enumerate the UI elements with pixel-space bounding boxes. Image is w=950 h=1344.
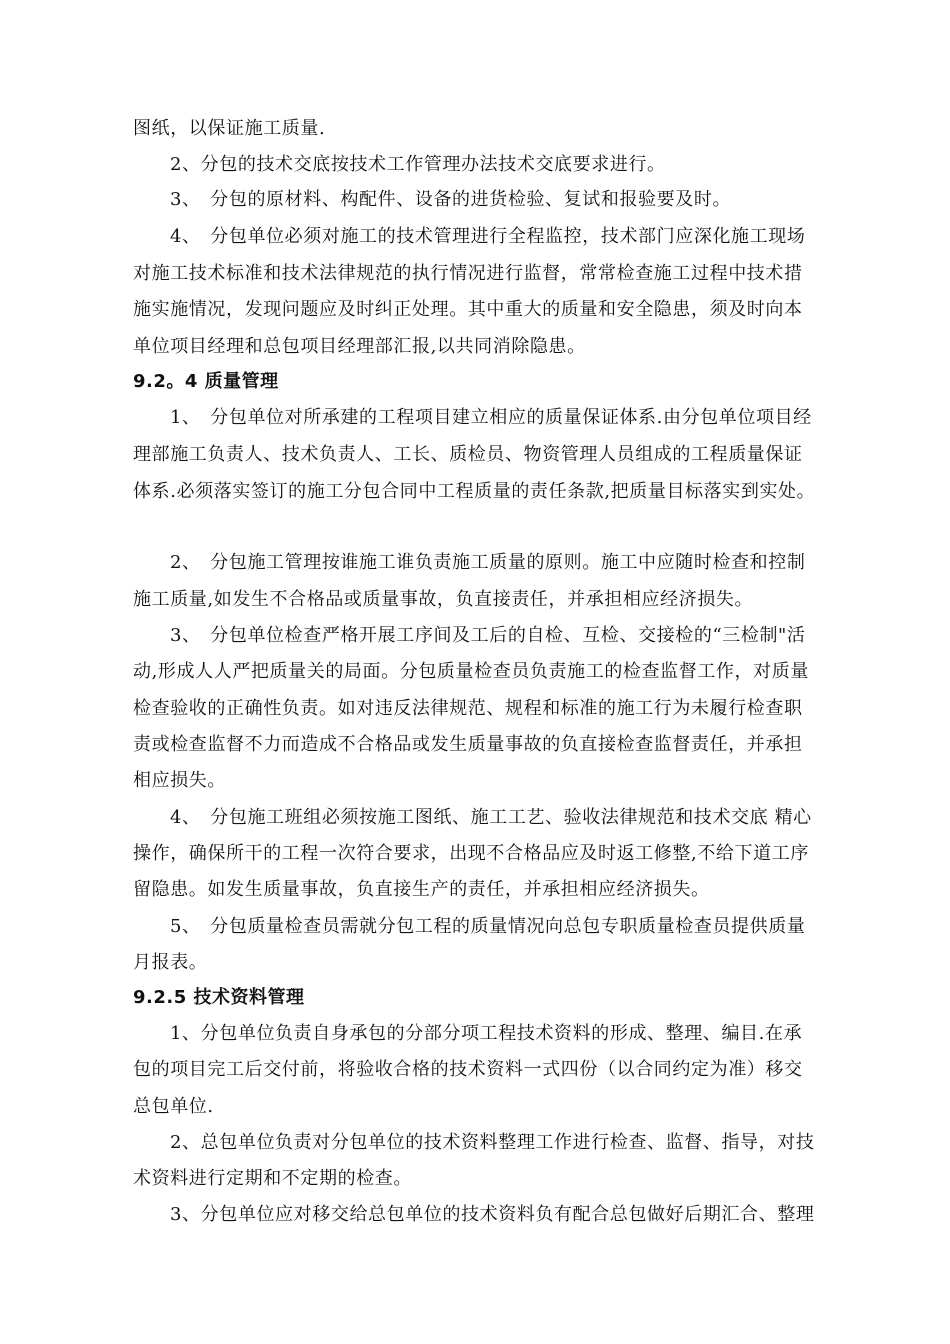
text-line: 3、分包单位应对移交给总包单位的技术资料负有配合总包做好后期汇合、整理 — [170, 1204, 815, 1225]
text-line: 动,形成人人严把质量关的局面。分包质量检查员负责施工的检查监督工作，对质量 — [133, 661, 809, 682]
section-heading-quality: 9.2。4 质量管理 — [133, 371, 279, 392]
text-line: 操作，确保所干的工程一次符合要求，出现不合格品应及时返工修整,不给下道工序 — [133, 843, 809, 864]
text-line: 1、分包单位负责自身承包的分部分项工程技术资料的形成、整理、编目.在承 — [170, 1023, 803, 1044]
text-line: 4、 分包单位必须对施工的技术管理进行全程监控，技术部门应深化施工现场 — [170, 226, 806, 247]
text-line: 包的项目完工后交付前，将验收合格的技术资料一式四份（以合同约定为准）移交 — [133, 1059, 803, 1080]
text-line: 5、 分包质量检查员需就分包工程的质量情况向总包专职质量检查员提供质量 — [170, 916, 806, 937]
text-line: 体系.必须落实签订的施工分包合同中工程质量的责任条款,把质量目标落实到实处。 — [133, 481, 816, 502]
text-line: 2、 分包施工管理按谁施工谁负责施工质量的原则。施工中应随时检查和控制 — [170, 552, 806, 573]
text-line: 留隐患。如发生质量事故，负直接生产的责任，并承担相应经济损失。 — [133, 879, 710, 900]
text-line: 3、 分包单位检查严格开展工序间及工后的自检、互检、交接检的“三检制"活 — [170, 625, 806, 646]
text-line: 1、 分包单位对所承建的工程项目建立相应的质量保证体系.由分包单位项目经 — [170, 407, 812, 428]
text-line: 相应损失。 — [133, 770, 226, 791]
text-line: 4、 分包施工班组必须按施工图纸、施工工艺、验收法律规范和技术交底 精心 — [170, 807, 812, 828]
text-line: 检查验收的正确性负责。如对违反法律规范、规程和标准的施工行为未履行检查职 — [133, 698, 803, 719]
text-line: 责或检查监督不力而造成不合格品或发生质量事故的负直接检查监督责任，并承担 — [133, 734, 803, 755]
text-line: 施实施情况，发现问题应及时纠正处理。其中重大的质量和安全隐患，须及时向本 — [133, 299, 803, 320]
text-line: 月报表。 — [133, 952, 208, 973]
text-line: 总包单位. — [133, 1096, 214, 1117]
section-heading-tech-docs: 9.2.5 技术资料管理 — [133, 987, 305, 1008]
text-line: 单位项目经理和总包项目经理部汇报,以共同消除隐患。 — [133, 336, 586, 357]
text-line: 3、 分包的原材料、构配件、设备的进货检验、复试和报验要及时。 — [170, 189, 732, 210]
text-line: 2、总包单位负责对分包单位的技术资料整理工作进行检查、监督、指导，对技 — [170, 1132, 815, 1153]
text-line: 对施工技术标准和技术法律规范的执行情况进行监督，常常检查施工过程中技术措 — [133, 263, 803, 284]
text-line: 施工质量,如发生不合格品或质量事故，负直接责任，并承担相应经济损失。 — [133, 589, 754, 610]
text-line: 图纸，以保证施工质量. — [133, 118, 326, 139]
text-line: 理部施工负责人、技术负责人、工长、质检员、物资管理人员组成的工程质量保证 — [133, 444, 803, 465]
text-line: 术资料进行定期和不定期的检查。 — [133, 1168, 412, 1189]
text-line: 2、分包的技术交底按技术工作管理办法技术交底要求进行。 — [170, 154, 666, 175]
